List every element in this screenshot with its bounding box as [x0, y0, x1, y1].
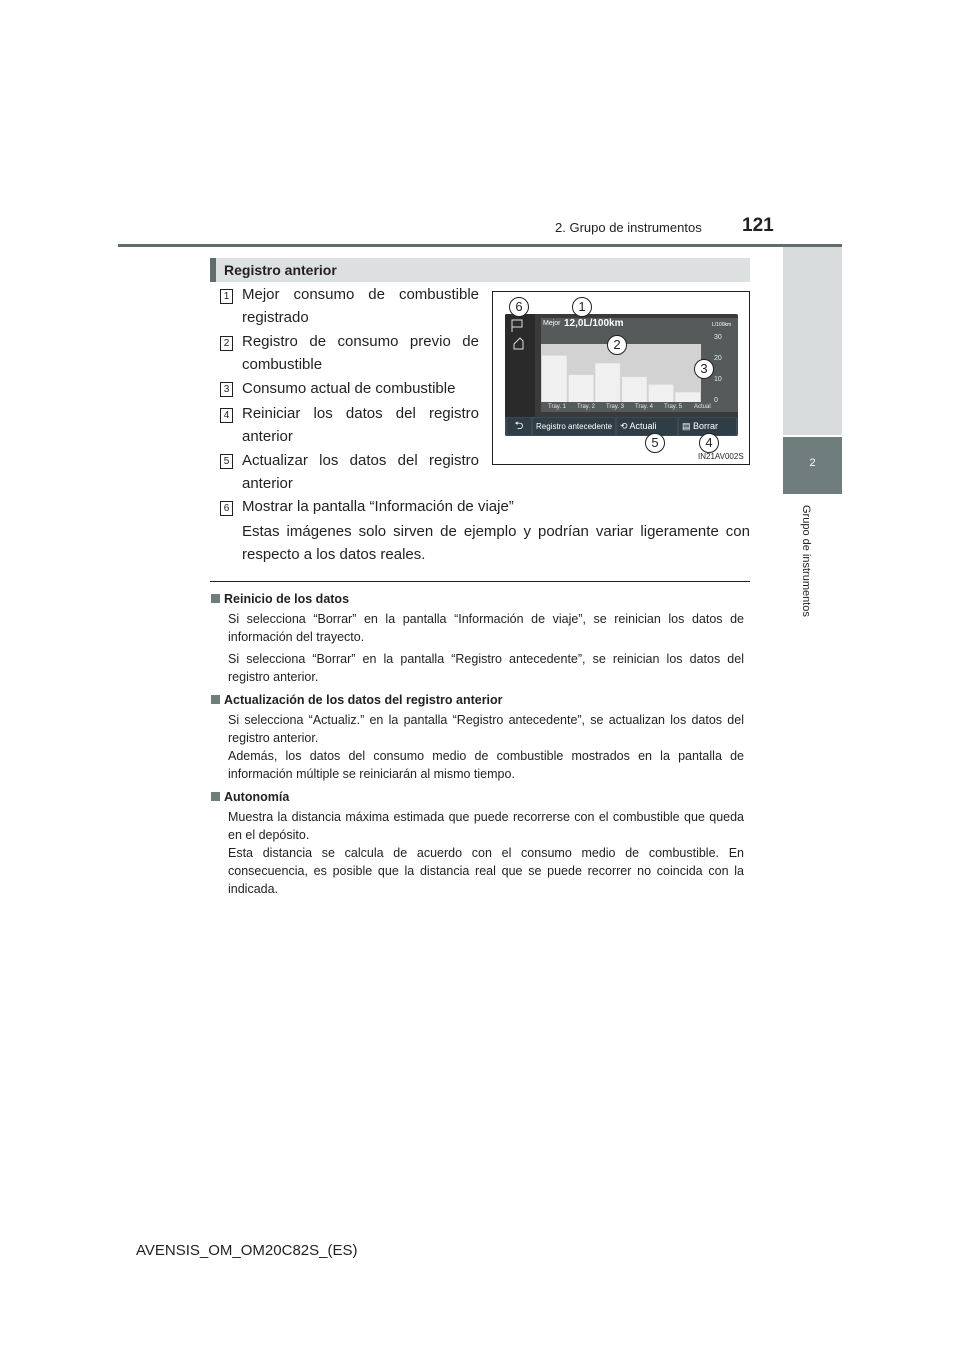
side-tab-number: 2 [809, 457, 816, 469]
callout-2: 2 [607, 335, 627, 355]
page-number: 121 [742, 215, 774, 236]
item-text: Actualizar los datos del registro anterior [242, 452, 479, 492]
figure-frame [492, 291, 750, 465]
bar [569, 375, 594, 402]
bar [675, 392, 700, 402]
trip-label: Tray. 4 [635, 404, 654, 410]
y-tick: 30 [714, 334, 722, 341]
eraser-icon: ▤ [682, 421, 694, 431]
unit-label: L/100km [712, 322, 732, 328]
remark-paragraph: Si selecciona “Actualiz.” en la pantalla “Registro antecedente”, se actualizan los datos del registro anterior. [228, 713, 744, 745]
item-text: Mostrar la pantalla “Información de viaje” [242, 498, 514, 515]
running-header: 2. Grupo de instrumentos [555, 220, 702, 235]
item-number: 2 [220, 336, 233, 351]
trip-label: Tray. 5 [664, 404, 683, 410]
figure-code: IN21AV002S [698, 452, 744, 461]
side-tab-label: Grupo de instrumentos [800, 505, 812, 617]
item-number: 6 [220, 501, 233, 516]
bar [542, 356, 567, 402]
remark-heading: Actualización de los datos del registro anterior [211, 693, 503, 707]
back-button[interactable]: ⮌ [507, 418, 531, 435]
item-text: Reiniciar los datos del registro anterior [242, 405, 479, 445]
trip-label: Tray. 1 [548, 404, 567, 410]
best-value: 12,0L/100km [564, 318, 624, 329]
remark-paragraph: Esta distancia se calcula de acuerdo con el consumo medio de combustible. En consecuencia, es posible que la distancia real que se puede recorrer no coincida con la indicada. [228, 846, 744, 896]
refresh-icon: ⟲ [620, 421, 630, 431]
item-number: 5 [220, 454, 233, 469]
bullet-square-icon [211, 594, 220, 603]
bullet-square-icon [211, 695, 220, 704]
item-text: Mejor consumo de combustible registrado [242, 286, 479, 326]
remark-paragraph: Además, los datos del consumo medio de combustible mostrados en la pantalla de información múltiple se reiniciarán al mismo tiempo. [228, 749, 744, 781]
delete-label: Borrar [693, 421, 719, 431]
header-rule [118, 244, 842, 247]
screen-button-bar [505, 417, 738, 436]
note-text: Estas imágenes solo sirven de ejemplo y podrían variar ligeramente con respecto a los datos reales. [242, 523, 750, 563]
item-number: 1 [220, 289, 233, 304]
remark-paragraph: Si selecciona “Borrar” en la pantalla “Registro antecedente”, se reinician los datos del registro anterior. [228, 652, 744, 684]
item-number: 4 [220, 408, 233, 423]
bar [649, 385, 674, 402]
y-tick: 10 [714, 376, 722, 383]
best-label: Mejor [543, 320, 561, 327]
item-text: Registro de consumo previo de combustible [242, 333, 479, 373]
callout-5: 5 [645, 433, 665, 453]
footer-code: AVENSIS_OM_OM20C82S_(ES) [136, 1242, 358, 1259]
trip-label: Tray. 3 [606, 404, 625, 410]
y-tick: 0 [714, 397, 718, 404]
flag-icon[interactable] [505, 314, 535, 374]
callout-1: 1 [572, 297, 592, 317]
remark-heading: Reinicio de los datos [211, 592, 349, 606]
remark-heading: Autonomía [211, 790, 289, 804]
remark-paragraph: Si selecciona “Borrar” en la pantalla “Información de viaje”, se reinician los datos de información del trayecto. [228, 612, 744, 644]
bar [595, 363, 620, 402]
y-tick: 20 [714, 355, 722, 362]
update-button[interactable] [617, 418, 677, 435]
record-button[interactable]: Registro antecedente [533, 418, 615, 435]
item-text: Consumo actual de combustible [242, 380, 456, 397]
bullet-square-icon [211, 792, 220, 801]
bar [622, 377, 647, 402]
side-tab-light [783, 247, 842, 435]
section-bar [210, 258, 750, 282]
callout-6: 6 [509, 297, 529, 317]
trip-label: Tray. 2 [577, 404, 596, 410]
section-title: Registro anterior [224, 262, 337, 278]
separator-rule [210, 581, 750, 582]
remark-paragraph: Muestra la distancia máxima estimada que puede recorrerse con el combustible que queda en el depósito. [228, 810, 744, 842]
callout-4: 4 [699, 433, 719, 453]
update-label: Actuali [629, 421, 657, 431]
callout-3: 3 [694, 359, 714, 379]
trip-label: Actual [694, 404, 711, 410]
item-number: 3 [220, 382, 233, 397]
